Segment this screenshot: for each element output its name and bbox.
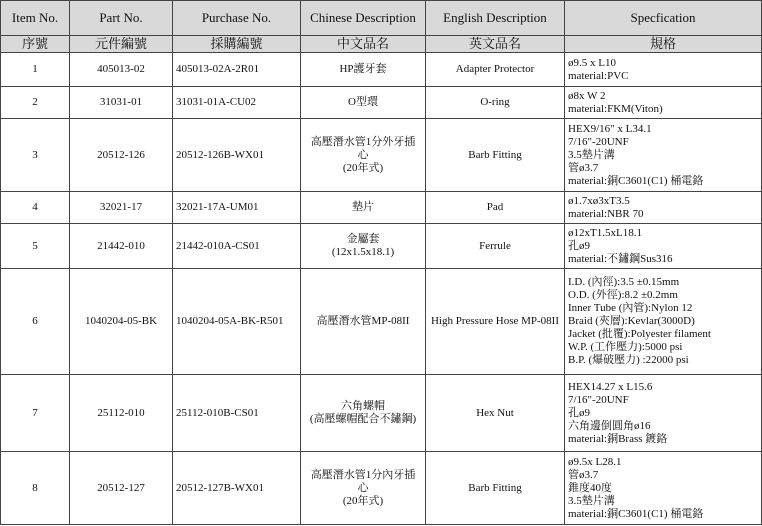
specification-cell xyxy=(565,375,762,452)
purchase-no-cell: 25112-010B-CS01 xyxy=(173,375,301,452)
specification-line: 7/16"-20UNF xyxy=(568,135,629,148)
specification-line: material:銅C3601(C1) 桶電鉻 xyxy=(568,507,704,520)
chinese-description-cell xyxy=(301,87,426,119)
chinese-description-cell xyxy=(301,192,426,224)
table-row xyxy=(1,269,762,375)
specification-line: material:不鏽鋼Sus316 xyxy=(568,252,673,265)
chinese-description-line: (高壓螺帽配合不鏽鋼) xyxy=(309,413,417,425)
specification-line: 六角邊倒圓角ø16 xyxy=(568,419,651,432)
specification-line: Jacket (批覆):Polyester filament xyxy=(568,328,711,340)
specification-line: 孔ø9 xyxy=(568,406,590,419)
specification-line: 管ø3.7 xyxy=(568,468,599,481)
header-item-no: Item No. xyxy=(1,1,70,36)
english-description-cell: Barb Fitting xyxy=(426,119,565,192)
part-no-cell: 405013-02 xyxy=(70,53,173,87)
header-cn-item-no: 序號 xyxy=(1,36,70,53)
english-description-cell: Barb Fitting xyxy=(426,452,565,525)
specification-line: 錐度40度 xyxy=(568,481,612,494)
chinese-description-line: 墊片 xyxy=(352,201,374,213)
chinese-description-line: (12x1.5x18.1) xyxy=(331,246,395,258)
header-cn-purchase-no: 採購編號 xyxy=(173,36,301,53)
header-cn-english-description: 英文品名 xyxy=(426,36,565,53)
header-row-english xyxy=(1,1,762,36)
specification-line: O.D. (外徑):8.2 ±0.2mm xyxy=(568,289,678,301)
chinese-description-line: 心 xyxy=(357,148,369,161)
purchase-no-cell: 31031-01A-CU02 xyxy=(173,87,301,119)
specification-line: material:FKM(Viton) xyxy=(568,102,663,115)
specification-line: 3.5墊片溝 xyxy=(568,494,615,507)
chinese-description-line: 心 xyxy=(357,481,369,494)
specification-line: HEX14.27 x L15.6 xyxy=(568,380,653,393)
chinese-description-line: 高壓潛水管MP-08II xyxy=(316,315,410,327)
header-english-description: English Description xyxy=(426,1,565,36)
table-row xyxy=(1,119,762,192)
specification-line: W.P. (工作壓力):5000 psi xyxy=(568,341,683,353)
purchase-no-cell: 20512-126B-WX01 xyxy=(173,119,301,192)
header-chinese-description: Chinese Description xyxy=(301,1,426,36)
specification-line: material:PVC xyxy=(568,69,629,82)
chinese-description-line: 金屬套 xyxy=(346,233,380,245)
purchase-no-cell: 32021-17A-UM01 xyxy=(173,192,301,224)
chinese-description-line: (20年式) xyxy=(342,161,384,174)
specification-line: material:NBR 70 xyxy=(568,207,644,220)
specification-line: I.D. (內徑):3.5 ±0.15mm xyxy=(568,276,680,288)
specification-line: ø12xT1.5xL18.1 xyxy=(568,226,642,239)
chinese-description-line: 高壓潛水管1分外牙插 xyxy=(310,135,416,148)
chinese-description-cell xyxy=(301,224,426,269)
purchase-no-cell: 21442-010A-CS01 xyxy=(173,224,301,269)
specification-line: B.P. (爆破壓力) :22000 psi xyxy=(568,354,689,366)
specification-line: 管ø3.7 xyxy=(568,161,599,174)
part-no-cell: 21442-010 xyxy=(70,224,173,269)
table-row xyxy=(1,53,762,87)
specification-line: HEX9/16" x L34.1 xyxy=(568,122,652,135)
specification-cell xyxy=(565,224,762,269)
part-no-cell: 20512-127 xyxy=(70,452,173,525)
specification-line: 3.5墊片溝 xyxy=(568,148,615,161)
specification-cell xyxy=(565,119,762,192)
specification-line: material:銅C3601(C1) 桶電鉻 xyxy=(568,174,704,187)
header-cn-chinese-description: 中文品名 xyxy=(301,36,426,53)
purchase-no-cell: 20512-127B-WX01 xyxy=(173,452,301,525)
item-no-cell: 3 xyxy=(1,119,70,192)
chinese-description-cell xyxy=(301,452,426,525)
specification-line: 孔ø9 xyxy=(568,239,590,252)
chinese-description-cell xyxy=(301,119,426,192)
specification-cell xyxy=(565,53,762,87)
english-description-cell: Hex Nut xyxy=(426,375,565,452)
header-cn-part-no: 元件編號 xyxy=(70,36,173,53)
table-row xyxy=(1,452,762,525)
chinese-description-cell xyxy=(301,269,426,375)
part-no-cell: 20512-126 xyxy=(70,119,173,192)
part-no-cell: 1040204-05-BK xyxy=(70,269,173,375)
specification-cell xyxy=(565,192,762,224)
header-specification: Specfication xyxy=(565,1,762,36)
item-no-cell: 5 xyxy=(1,224,70,269)
chinese-description-line: (20年式) xyxy=(342,494,384,507)
item-no-cell: 1 xyxy=(1,53,70,87)
specification-line: 7/16"-20UNF xyxy=(568,393,629,406)
chinese-description-line: 六角螺帽 xyxy=(341,400,385,412)
specification-cell xyxy=(565,269,762,375)
specification-line: ø9.5x L28.1 xyxy=(568,455,622,468)
header-row-chinese xyxy=(1,36,762,53)
specification-line: Braid (夾層):Kevlar(3000D) xyxy=(568,315,695,327)
english-description-cell: Adapter Protector xyxy=(426,53,565,87)
chinese-description-line: 高壓潛水管1分內牙插 xyxy=(310,468,416,481)
specification-cell xyxy=(565,452,762,525)
part-no-cell: 25112-010 xyxy=(70,375,173,452)
item-no-cell: 8 xyxy=(1,452,70,525)
english-description-cell: Ferrule xyxy=(426,224,565,269)
part-no-cell: 31031-01 xyxy=(70,87,173,119)
header-cn-specification: 規格 xyxy=(565,36,762,53)
chinese-description-line: HP護牙套 xyxy=(339,63,387,75)
purchase-no-cell: 1040204-05A-BK-R501 xyxy=(173,269,301,375)
item-no-cell: 2 xyxy=(1,87,70,119)
purchase-no-cell: 405013-02A-2R01 xyxy=(173,53,301,87)
table-row xyxy=(1,87,762,119)
table-row xyxy=(1,224,762,269)
part-no-cell: 32021-17 xyxy=(70,192,173,224)
specification-line: ø8x W 2 xyxy=(568,89,606,102)
item-no-cell: 7 xyxy=(1,375,70,452)
header-part-no: Part No. xyxy=(70,1,173,36)
specification-line: Inner Tube (內管):Nylon 12 xyxy=(568,302,693,314)
item-no-cell: 4 xyxy=(1,192,70,224)
chinese-description-cell xyxy=(301,375,426,452)
specification-cell xyxy=(565,87,762,119)
english-description-cell: O-ring xyxy=(426,87,565,119)
specification-line: material:銅Brass 鍍鉻 xyxy=(568,432,668,445)
header-purchase-no: Purchase No. xyxy=(173,1,301,36)
table-row xyxy=(1,375,762,452)
english-description-cell: High Pressure Hose MP-08II xyxy=(426,269,565,375)
specification-line: ø9.5 x L10 xyxy=(568,56,616,69)
table-row xyxy=(1,192,762,224)
chinese-description-line: O型環 xyxy=(348,96,378,108)
english-description-cell: Pad xyxy=(426,192,565,224)
specification-line: ø1.7xø3xT3.5 xyxy=(568,194,630,207)
item-no-cell: 6 xyxy=(1,269,70,375)
chinese-description-cell xyxy=(301,53,426,87)
